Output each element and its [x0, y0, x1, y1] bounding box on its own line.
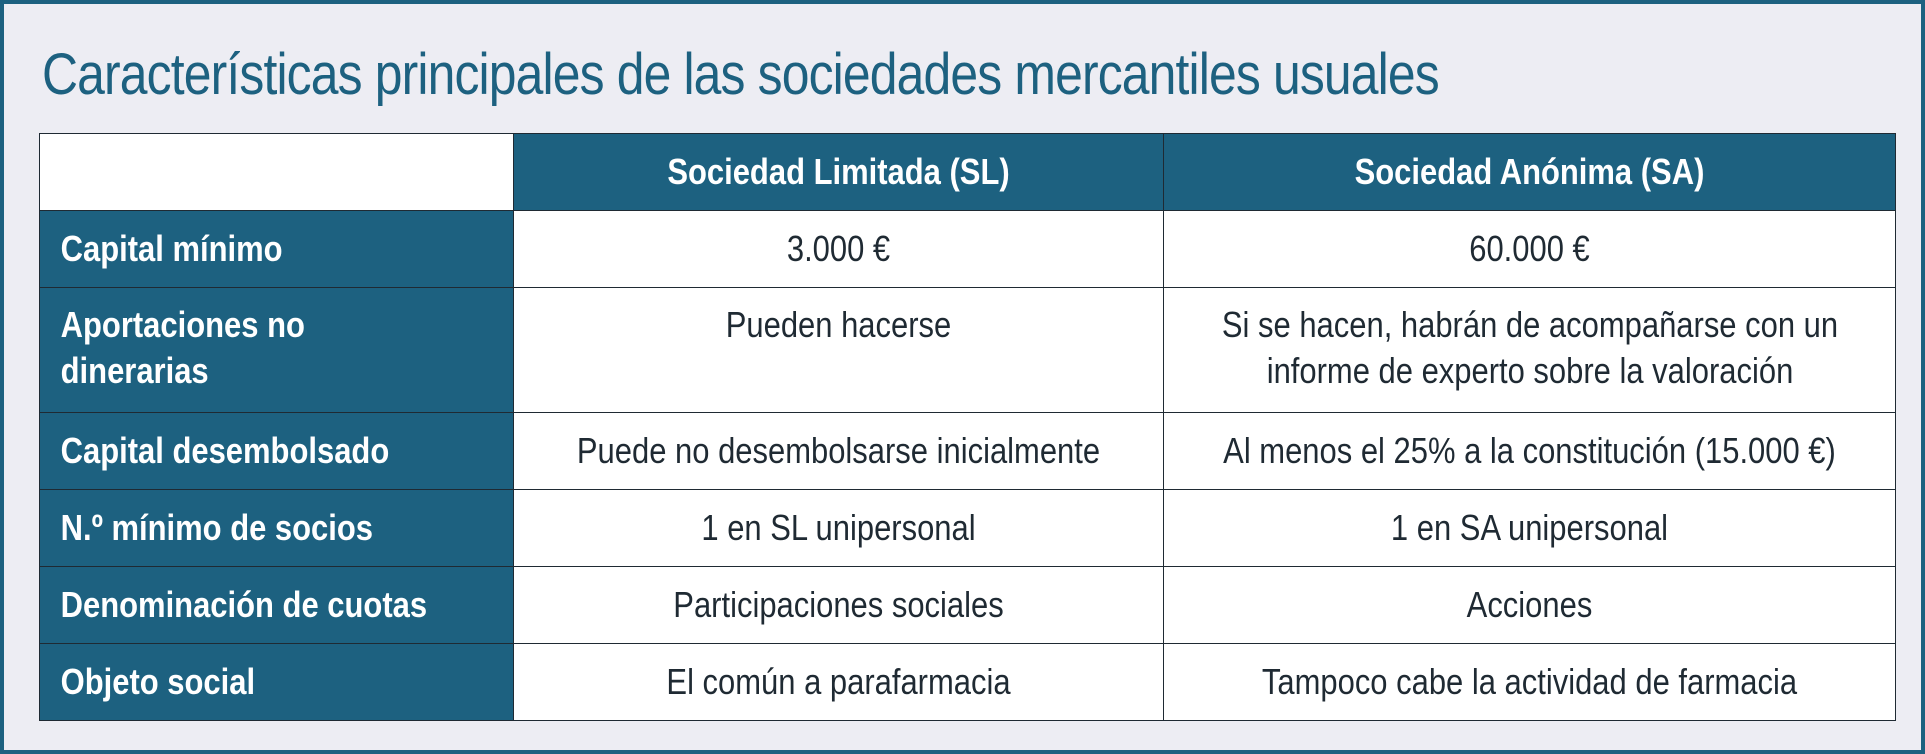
cell-sa-aportaciones: Si se hacen, habrán de acompañarse con un informe de experto sobre la valoración — [1164, 288, 1896, 413]
column-header-sa: Sociedad Anónima (SA) — [1164, 134, 1896, 211]
table-row — [40, 413, 1896, 490]
row-label-aportaciones: Aportaciones no dinerarias — [40, 288, 514, 413]
table-header-row — [40, 134, 1896, 211]
column-header-sl: Sociedad Limitada (SL) — [514, 134, 1164, 211]
cell-sl-cuotas: Participaciones sociales — [514, 567, 1164, 644]
cell-sa-cuotas: Acciones — [1164, 567, 1896, 644]
cell-sa-capital-minimo: 60.000 € — [1164, 211, 1896, 288]
cell-sl-capital-minimo: 3.000 € — [514, 211, 1164, 288]
row-label-cuotas: Denominación de cuotas — [40, 567, 514, 644]
cell-sa-socios: 1 en SA unipersonal — [1164, 490, 1896, 567]
table-row — [40, 211, 1896, 288]
row-label-capital-desembolsado: Capital desembolsado — [40, 413, 514, 490]
cell-sa-objeto-social: Tampoco cabe la actividad de farmacia — [1164, 644, 1896, 721]
row-label-socios: N.º mínimo de socios — [40, 490, 514, 567]
table-row — [40, 288, 1896, 413]
cell-sl-aportaciones: Pueden hacerse — [514, 288, 1164, 413]
page-title: Características principales de las sociedades mercantiles usuales — [42, 42, 1439, 107]
cell-sa-capital-desembolsado: Al menos el 25% a la constitución (15.000 €) — [1164, 413, 1896, 490]
header-corner-cell — [40, 134, 514, 211]
cell-sl-capital-desembolsado: Puede no desembolsarse inicialmente — [514, 413, 1164, 490]
row-label-objeto-social: Objeto social — [40, 644, 514, 721]
comparison-table — [39, 133, 1896, 721]
cell-sl-objeto-social: El común a parafarmacia — [514, 644, 1164, 721]
row-label-capital-minimo: Capital mínimo — [40, 211, 514, 288]
cell-sl-socios: 1 en SL unipersonal — [514, 490, 1164, 567]
table-row — [40, 490, 1896, 567]
table-row — [40, 644, 1896, 721]
table-row — [40, 567, 1896, 644]
